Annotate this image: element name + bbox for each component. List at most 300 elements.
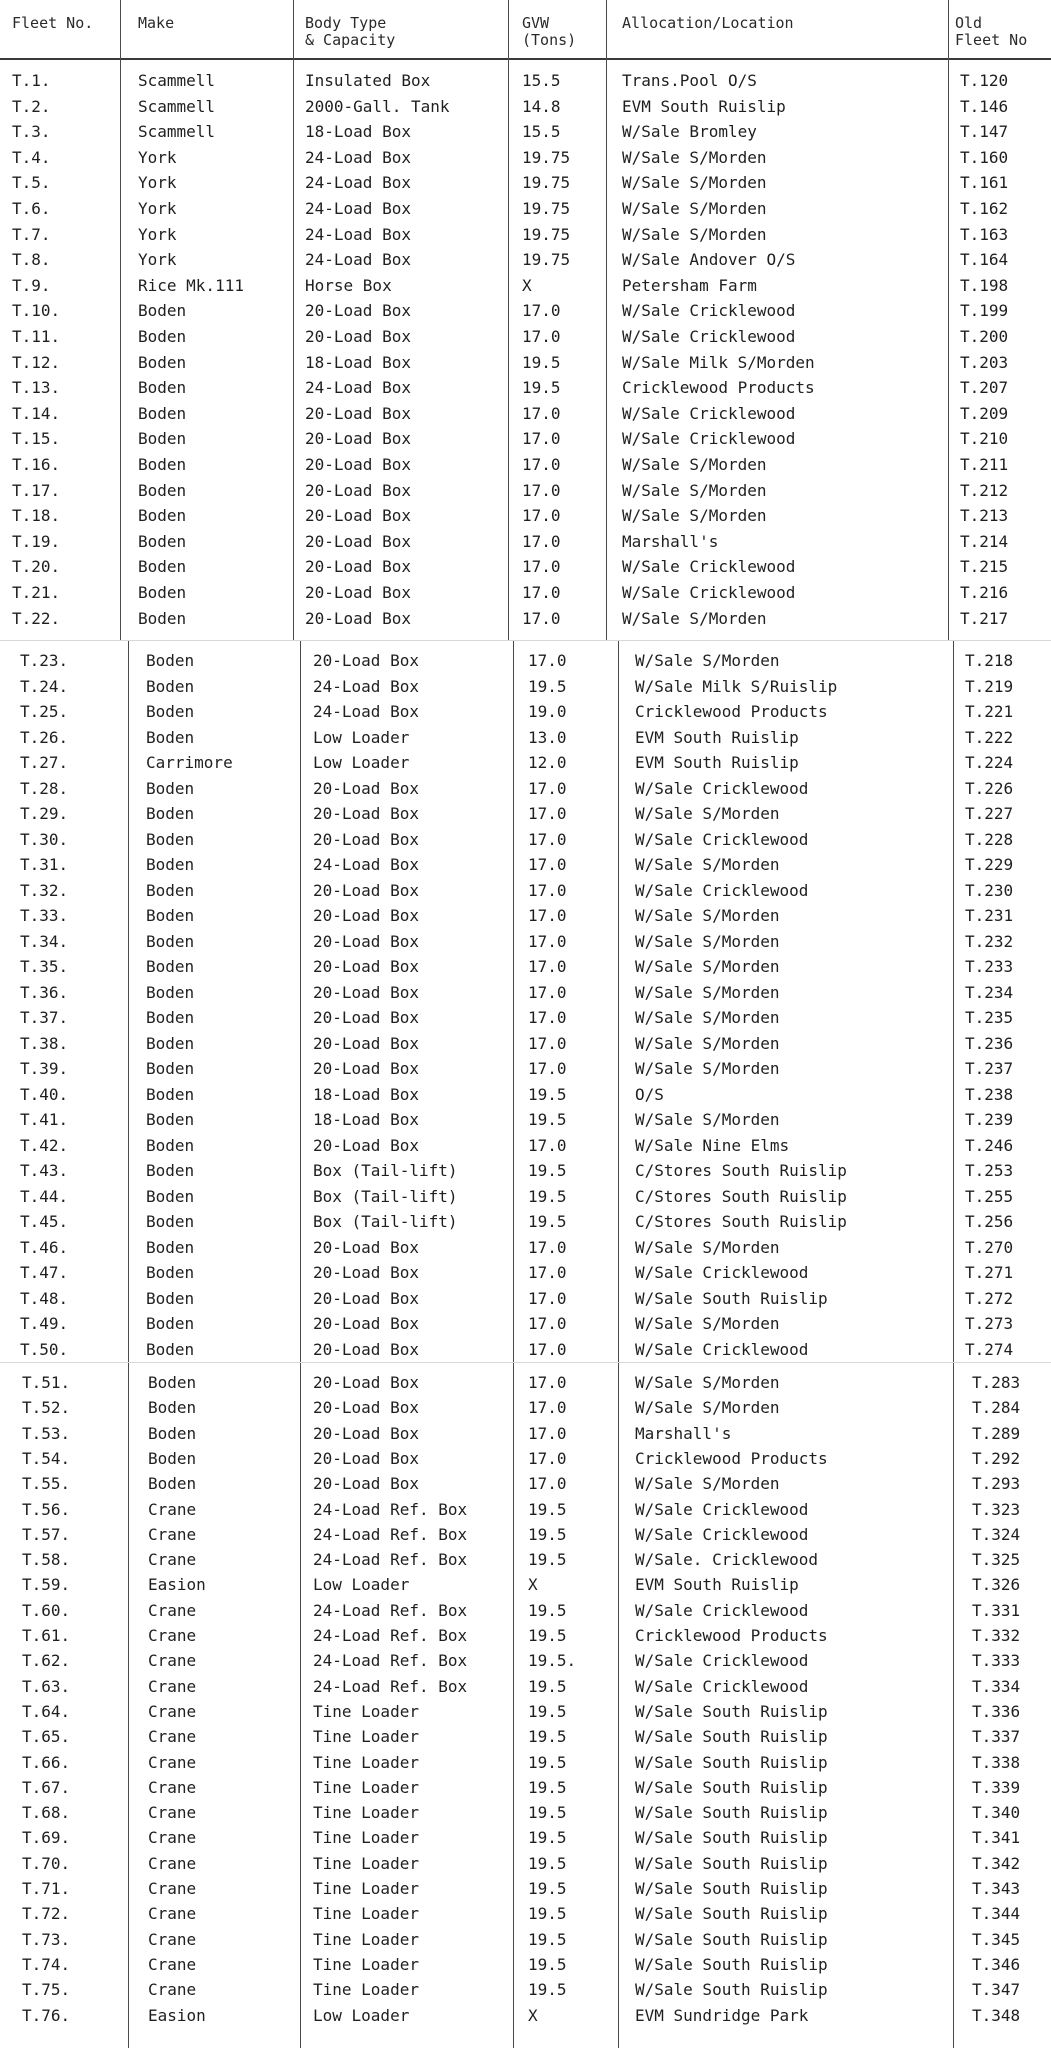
gvw-cell: 19.75 [522,173,571,193]
fleet-no-cell: T.36. [20,982,69,1002]
body-type-cell: Tine Loader [313,1954,419,1974]
table-row [0,1522,1051,1547]
fleet-no-cell: T.8. [12,250,51,270]
body-type-cell: 20-Load Box [305,531,411,551]
old-fleet-no-cell: T.344 [972,1904,1021,1924]
make-cell: York [138,250,177,270]
body-type-cell: 18-Load Box [305,352,411,372]
allocation-cell: W/Sale South Ruislip [635,1752,828,1772]
old-fleet-no-cell: T.209 [960,403,1009,423]
fleet-no-cell: T.38. [20,1033,69,1053]
fleet-no-cell: T.35. [20,957,69,976]
allocation-cell: W/Sale Cricklewood [635,778,809,798]
fleet-no-cell: T.53. [22,1423,71,1443]
make-cell: Boden [146,804,195,823]
allocation-cell: W/Sale S/Morden [635,982,780,1002]
fleet-no-cell: T.27. [20,753,69,772]
old-fleet-no-cell: T.342 [972,1853,1021,1873]
fleet-no-cell: T.68. [22,1803,71,1823]
gvw-cell: 19.5 [522,352,561,372]
old-fleet-no-cell: T.283 [972,1373,1021,1392]
allocation-cell: W/Sale Cricklewood [635,1499,809,1519]
body-type-cell: 24-Load Box [305,250,411,270]
allocation-cell: W/Sale S/Morden [635,1008,780,1027]
allocation-cell: W/Sale South Ruislip [635,1954,828,1974]
allocation-cell: W/Sale Andover O/S [622,250,796,270]
gvw-cell: 19.5 [528,1626,567,1645]
allocation-cell: W/Sale South Ruislip [635,1777,828,1797]
allocation-cell: C/Stores South Ruislip [635,1186,847,1206]
make-cell: Crane [148,1727,197,1747]
make-cell: Boden [146,1186,195,1206]
body-type-cell: Tine Loader [313,1777,419,1797]
make-cell: Crane [148,1626,197,1645]
body-type-cell: Low Loader [313,2005,410,2025]
make-cell: Boden [146,1084,195,1104]
gvw-cell: X [528,2005,538,2025]
make-cell: Boden [146,1237,195,1257]
make-cell: Boden [146,1288,195,1308]
fleet-no-cell: T.48. [20,1288,69,1308]
old-fleet-no-cell: T.292 [972,1448,1021,1468]
old-fleet-no-cell: T.147 [960,122,1009,142]
make-cell: Crane [148,1701,197,1721]
body-type-cell: 20-Load Box [313,1314,419,1333]
make-cell: Scammell [138,122,216,142]
fleet-no-cell: T.33. [20,906,69,925]
table-row [0,1031,1051,1056]
old-fleet-no-cell: T.162 [960,199,1009,218]
old-fleet-no-cell: T.236 [965,1033,1014,1053]
body-type-cell: Box (Tail-lift) [313,1212,458,1231]
make-cell: Scammell [138,71,216,90]
table-row [0,452,1051,477]
fleet-no-cell: T.47. [20,1263,69,1282]
table-row [0,1370,1051,1395]
old-fleet-no-cell: T.348 [972,2005,1021,2025]
gvw-cell: 17.0 [528,1398,567,1418]
page-seam [0,1362,1051,1363]
allocation-cell: W/Sale South Ruislip [635,1828,828,1848]
fleet-no-cell: T.10. [12,301,61,321]
allocation-cell: W/Sale Cricklewood [635,1339,809,1359]
gvw-cell: 17.0 [528,1339,567,1359]
gvw-cell: 19.0 [528,702,567,721]
body-type-cell: 20-Load Box [313,957,419,976]
make-cell: Crane [148,1853,197,1873]
old-fleet-no-cell: T.218 [965,651,1014,670]
allocation-cell: W/Sale Milk S/Ruislip [635,676,838,696]
old-fleet-no-cell: T.212 [960,480,1009,500]
gvw-cell: 19.75 [522,250,571,270]
table-row [0,1547,1051,1572]
table-row [0,1598,1051,1623]
old-fleet-no-cell: T.163 [960,224,1009,244]
allocation-cell: W/Sale South Ruislip [635,1904,828,1924]
table-row [0,1851,1051,1876]
fleet-no-cell: T.28. [20,778,69,798]
table-row [0,375,1051,400]
fleet-no-cell: T.74. [22,1954,71,1974]
gvw-cell: 12.0 [528,753,567,772]
body-type-cell: 20-Load Box [313,880,419,900]
allocation-cell: W/Sale S/Morden [635,1398,780,1418]
gvw-cell: 19.5 [528,1524,567,1544]
make-cell: Boden [138,480,187,500]
table-row [0,94,1051,119]
table-row [0,1005,1051,1030]
gvw-cell: 13.0 [528,727,567,747]
make-cell: Crane [148,1524,197,1544]
body-type-cell: 20-Load Box [305,583,411,602]
table-row [0,674,1051,699]
allocation-cell: W/Sale S/Morden [635,1033,780,1053]
body-type-cell: 20-Load Box [313,1398,419,1418]
body-type-cell: 24-Load Ref. Box [313,1499,468,1519]
fleet-no-cell: T.29. [20,804,69,823]
table-row [0,903,1051,928]
old-fleet-no-cell: T.293 [972,1474,1021,1494]
gvw-cell: X [528,1575,538,1595]
table-row [0,1800,1051,1825]
gvw-cell: 17.0 [522,327,561,346]
fleet-no-cell: T.23. [20,651,69,670]
gvw-cell: 17.0 [522,403,561,423]
gvw-cell: 19.5 [528,1701,567,1721]
fleet-no-cell: T.75. [22,1980,71,2000]
body-type-cell: 24-Load Box [313,702,419,721]
make-cell: Boden [146,829,195,849]
make-cell: Boden [138,403,187,423]
fleet-no-cell: T.60. [22,1600,71,1620]
fleet-no-cell: T.73. [22,1929,71,1949]
make-cell: Boden [146,651,195,670]
gvw-cell: 17.0 [528,1059,567,1078]
make-cell: York [138,147,177,167]
gvw-cell: 17.0 [528,1008,567,1027]
gvw-cell: 19.5 [528,1600,567,1620]
make-cell: Boden [138,378,187,398]
old-fleet-no-cell: T.347 [972,1980,1021,2000]
table-row [0,145,1051,170]
body-type-cell: Tine Loader [313,1929,419,1949]
body-type-cell: 18-Load Box [305,122,411,142]
old-fleet-no-cell: T.323 [972,1499,1021,1519]
body-type-cell: 2000-Gall. Tank [305,96,450,116]
fleet-no-cell: T.52. [22,1398,71,1418]
fleet-no-cell: T.54. [22,1448,71,1468]
fleet-no-cell: T.3. [12,122,51,142]
old-fleet-no-cell: T.284 [972,1398,1021,1418]
body-type-cell: Tine Loader [313,1727,419,1747]
table-row [0,1952,1051,1977]
table-row [0,298,1051,323]
old-fleet-no-cell: T.324 [972,1524,1021,1544]
gvw-cell: 17.0 [528,957,567,976]
old-fleet-no-cell: T.332 [972,1626,1021,1645]
table-row [0,801,1051,826]
old-fleet-no-cell: T.238 [965,1084,1014,1104]
body-type-cell: 20-Load Box [313,1033,419,1053]
allocation-cell: W/Sale Cricklewood [635,1263,809,1282]
table-row [0,699,1051,724]
body-type-cell: 20-Load Box [313,804,419,823]
make-cell: Crane [148,1803,197,1823]
gvw-cell: 19.5 [528,1084,567,1104]
allocation-cell: O/S [635,1084,664,1104]
fleet-no-cell: T.42. [20,1135,69,1155]
make-cell: Boden [146,1161,195,1180]
body-type-cell: 24-Load Ref. Box [313,1651,468,1671]
allocation-cell: W/Sale Cricklewood [635,1600,809,1620]
table-row [0,1977,1051,2002]
make-cell: Boden [146,1135,195,1155]
old-fleet-no-cell: T.228 [965,829,1014,849]
fleet-no-cell: T.45. [20,1212,69,1231]
old-fleet-no-cell: T.164 [960,250,1009,270]
body-type-cell: Tine Loader [313,1803,419,1823]
allocation-cell: W/Sale S/Morden [635,1373,780,1392]
fleet-no-cell: T.57. [22,1524,71,1544]
old-fleet-no-cell: T.253 [965,1161,1014,1180]
allocation-cell: W/Sale S/Morden [635,906,780,925]
allocation-cell: W/Sale Cricklewood [635,829,809,849]
make-cell: Boden [148,1398,197,1418]
old-fleet-no-cell: T.214 [960,531,1009,551]
old-fleet-no-cell: T.230 [965,880,1014,900]
make-cell: Boden [138,557,187,577]
gvw-cell: 14.8 [522,96,561,116]
allocation-cell: W/Sale S/Morden [635,957,780,976]
gvw-cell: 19.5 [528,1954,567,1974]
make-cell: Crane [148,1828,197,1848]
body-type-cell: 20-Load Box [305,506,411,526]
make-cell: Boden [148,1474,197,1494]
body-type-cell: 20-Load Box [313,1135,419,1155]
table-row [0,1082,1051,1107]
body-type-cell: 20-Load Box [313,1423,419,1443]
old-fleet-no-cell: T.343 [972,1879,1021,1898]
gvw-cell: 19.5 [528,1110,567,1129]
old-fleet-no-cell: T.255 [965,1186,1014,1206]
make-cell: Boden [138,608,187,628]
gvw-cell: 17.0 [528,1373,567,1392]
fleet-no-cell: T.40. [20,1084,69,1104]
fleet-no-cell: T.46. [20,1237,69,1257]
allocation-cell: W/Sale S/Morden [622,455,767,474]
table-row [0,750,1051,775]
fleet-no-cell: T.6. [12,199,51,218]
gvw-cell: 19.5 [528,1853,567,1873]
gvw-cell: 19.5 [522,378,561,398]
gvw-cell: 19.5 [528,676,567,696]
body-type-cell: 20-Load Box [313,778,419,798]
table-row [0,503,1051,528]
make-cell: Crane [148,1550,197,1570]
gvw-cell: 17.0 [528,778,567,798]
fleet-no-cell: T.55. [22,1474,71,1494]
body-type-cell: 20-Load Box [313,1263,419,1282]
body-type-cell: 20-Load Box [313,982,419,1002]
fleet-no-cell: T.44. [20,1186,69,1206]
fleet-no-cell: T.12. [12,352,61,372]
table-row [0,401,1051,426]
body-type-cell: 20-Load Box [313,1237,419,1257]
gvw-cell: 15.5 [522,122,561,142]
old-fleet-no-cell: T.216 [960,583,1009,602]
table-row [0,1056,1051,1081]
old-fleet-no-cell: T.231 [965,906,1014,925]
gvw-cell: 19.75 [522,224,571,244]
allocation-cell: W/Sale South Ruislip [635,1288,828,1308]
fleet-no-cell: T.5. [12,173,51,193]
allocation-cell: EVM South Ruislip [622,96,786,116]
allocation-cell: W/Sale South Ruislip [635,1853,828,1873]
table-row [0,1471,1051,1496]
old-fleet-no-cell: T.203 [960,352,1009,372]
header-make: Make [138,14,175,32]
old-fleet-no-cell: T.226 [965,778,1014,798]
fleet-no-cell: T.43. [20,1161,69,1180]
fleet-no-cell: T.2. [12,96,51,116]
old-fleet-no-cell: T.334 [972,1676,1021,1696]
gvw-cell: 17.0 [528,1288,567,1308]
old-fleet-no-cell: T.289 [972,1423,1021,1443]
make-cell: Boden [146,1339,195,1359]
table-row [0,580,1051,605]
gvw-cell: 17.0 [528,1448,567,1468]
body-type-cell: 20-Load Box [313,1474,419,1494]
body-type-cell: 20-Load Box [305,327,411,346]
fleet-no-cell: T.69. [22,1828,71,1848]
allocation-cell: W/Sale Cricklewood [622,557,796,577]
table-row [0,1107,1051,1132]
gvw-cell: 17.0 [528,1423,567,1443]
body-type-cell: 20-Load Box [313,651,419,670]
make-cell: Boden [138,531,187,551]
gvw-cell: 17.0 [528,880,567,900]
body-type-cell: Tine Loader [313,1752,419,1772]
gvw-cell: 15.5 [522,71,561,90]
make-cell: Boden [146,676,195,696]
gvw-cell: 19.5 [528,1550,567,1570]
allocation-cell: Cricklewood Products [635,1448,828,1468]
fleet-no-cell: T.25. [20,702,69,721]
allocation-cell: W/Sale S/Morden [635,1314,780,1333]
allocation-cell: W/Sale South Ruislip [635,1803,828,1823]
body-type-cell: 20-Load Box [313,931,419,951]
allocation-cell: W/Sale Cricklewood [622,403,796,423]
make-cell: Boden [138,455,187,474]
body-type-cell: Low Loader [313,1575,410,1595]
make-cell: York [138,173,177,193]
gvw-cell: 19.5 [528,1186,567,1206]
table-row [0,1133,1051,1158]
table-row [0,776,1051,801]
fleet-no-cell: T.65. [22,1727,71,1747]
table-row [0,1337,1051,1362]
gvw-cell: 17.0 [522,608,561,628]
fleet-no-cell: T.56. [22,1499,71,1519]
table-row [0,1311,1051,1336]
body-type-cell: 24-Load Box [313,676,419,696]
gvw-cell: 17.0 [528,1033,567,1053]
table-row [0,68,1051,93]
make-cell: Crane [148,1954,197,1974]
allocation-cell: W/Sale Milk S/Morden [622,352,815,372]
make-cell: Boden [146,957,195,976]
gvw-cell: 17.0 [528,982,567,1002]
old-fleet-no-cell: T.200 [960,327,1009,346]
make-cell: Boden [138,506,187,526]
table-row [0,1876,1051,1901]
fleet-no-cell: T.58. [22,1550,71,1570]
make-cell: Boden [146,1008,195,1027]
allocation-cell: C/Stores South Ruislip [635,1212,847,1231]
fleet-no-cell: T.7. [12,224,51,244]
body-type-cell: 24-Load Ref. Box [313,1550,468,1570]
fleet-no-cell: T.63. [22,1676,71,1696]
allocation-cell: W/Sale S/Morden [622,199,767,218]
table-row [0,324,1051,349]
gvw-cell: 17.0 [522,429,561,449]
body-type-cell: 20-Load Box [313,1339,419,1359]
old-fleet-no-cell: T.338 [972,1752,1021,1772]
allocation-cell: W/Sale S/Morden [635,931,780,951]
gvw-cell: 17.0 [528,855,567,874]
make-cell: Rice Mk.111 [138,275,244,295]
old-fleet-no-cell: T.273 [965,1314,1014,1333]
allocation-cell: W/Sale Cricklewood [622,583,796,602]
allocation-cell: W/Sale S/Morden [635,1059,780,1078]
body-type-cell: 24-Load Box [305,378,411,398]
body-type-cell: 20-Load Box [313,1288,419,1308]
old-fleet-no-cell: T.235 [965,1008,1014,1027]
make-cell: Easion [148,2005,206,2025]
old-fleet-no-cell: T.213 [960,506,1009,526]
gvw-cell: 19.5 [528,1777,567,1797]
old-fleet-no-cell: T.339 [972,1777,1021,1797]
table-row [0,119,1051,144]
gvw-cell: 17.0 [528,804,567,823]
fleet-no-cell: T.64. [22,1701,71,1721]
body-type-cell: Low Loader [313,753,410,772]
fleet-no-cell: T.50. [20,1339,69,1359]
make-cell: Crane [148,1980,197,2000]
make-cell: Boden [138,352,187,372]
old-fleet-no-cell: T.221 [965,702,1014,721]
table-row [0,1674,1051,1699]
old-fleet-no-cell: T.233 [965,957,1014,976]
table-row [0,1623,1051,1648]
table-row [0,1699,1051,1724]
fleet-no-cell: T.4. [12,147,51,167]
allocation-cell: C/Stores South Ruislip [635,1161,847,1180]
old-fleet-no-cell: T.326 [972,1575,1021,1595]
old-fleet-no-cell: T.211 [960,455,1009,474]
table-row [0,478,1051,503]
body-type-cell: 20-Load Box [305,557,411,577]
make-cell: Boden [146,855,195,874]
gvw-cell: 19.5 [528,1803,567,1823]
body-type-cell: 20-Load Box [305,301,411,321]
gvw-cell: 17.0 [528,1237,567,1257]
old-fleet-no-cell: T.199 [960,301,1009,321]
body-type-cell: 24-Load Ref. Box [313,1626,468,1645]
table-row [0,273,1051,298]
header-fleet-no: Fleet No. [12,14,94,32]
allocation-cell: Marshall's [622,531,719,551]
